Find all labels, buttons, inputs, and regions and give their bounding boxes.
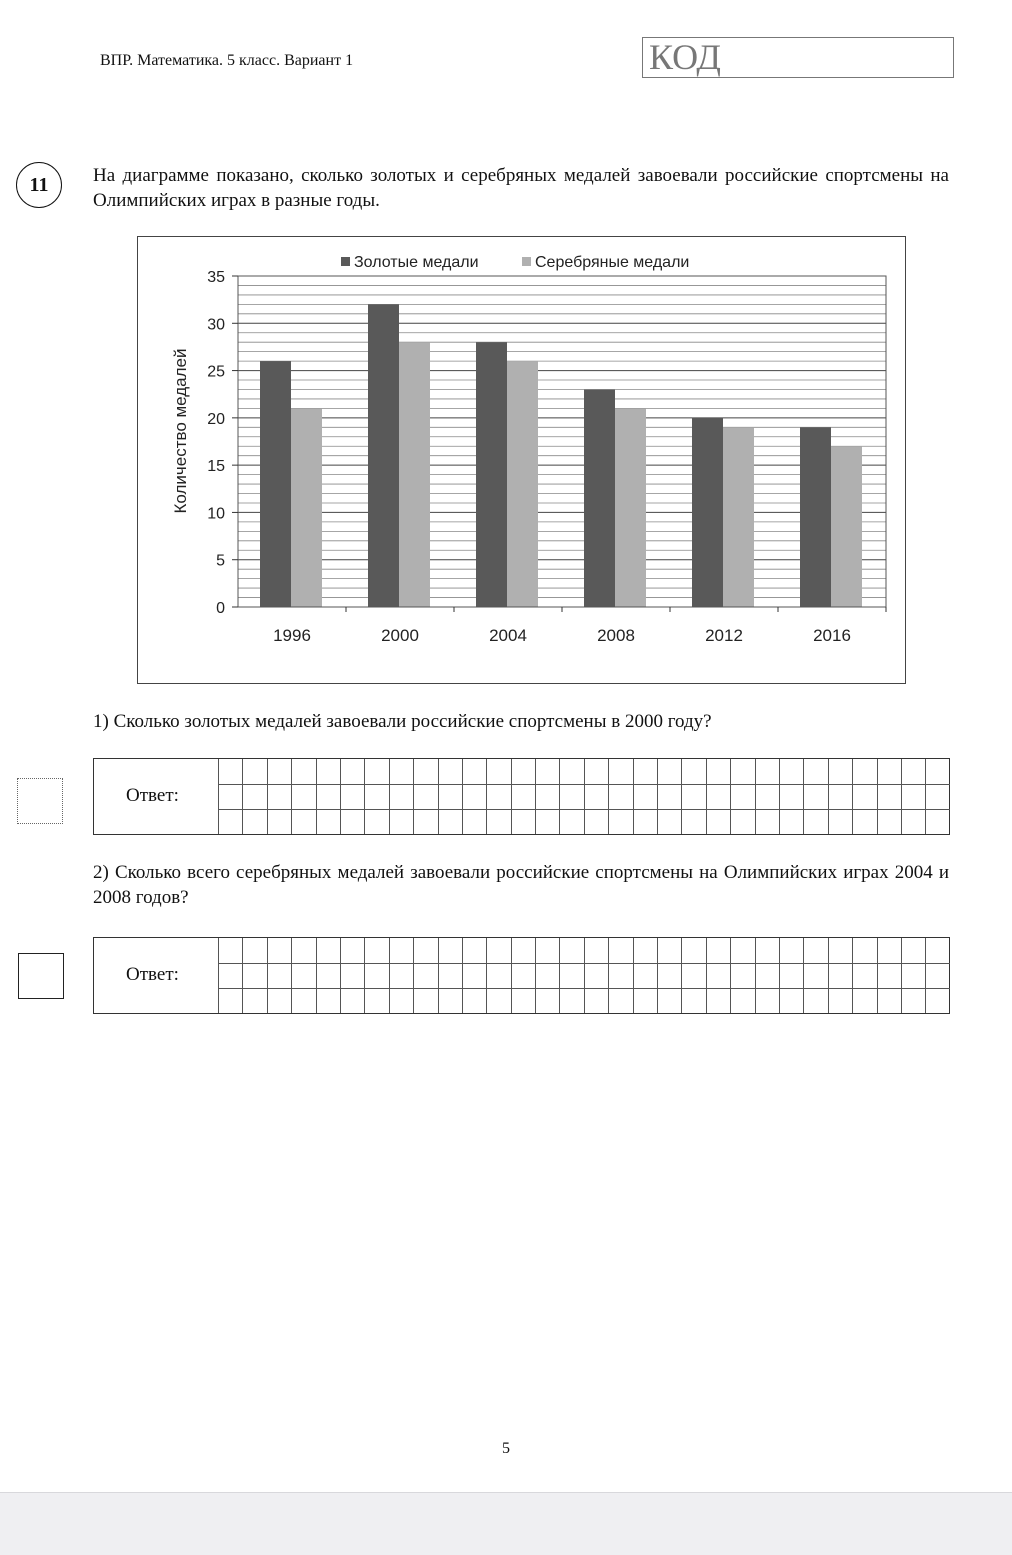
answer-cell[interactable] [316,938,340,963]
answer-cell[interactable] [438,938,462,963]
answer-cell[interactable] [364,963,388,988]
answer-cell[interactable] [730,963,754,988]
answer-cell[interactable] [462,809,486,834]
answer-cell[interactable] [779,784,803,809]
answer-cell[interactable] [608,809,632,834]
answer-cell[interactable] [242,759,266,784]
answer-cell[interactable] [364,938,388,963]
answer-cell[interactable] [657,938,681,963]
answer-cell[interactable] [438,963,462,988]
y-tick-label: 35 [207,269,225,286]
answer-cell[interactable] [852,938,876,963]
answer-cell[interactable] [486,963,510,988]
answer-cell[interactable] [438,759,462,784]
answer-cell[interactable] [486,988,510,1013]
answer-cell[interactable] [389,938,413,963]
answer-cell[interactable] [681,963,705,988]
y-tick-label: 5 [216,552,225,570]
answer-cell[interactable] [755,938,779,963]
bar-silver-1996 [291,408,322,607]
legend-label-gold: Золотые медали [354,254,479,271]
answer-cell[interactable] [901,809,925,834]
answer-cell[interactable] [657,809,681,834]
answer-cell[interactable] [291,784,315,809]
answer-grid-1[interactable] [218,759,950,834]
bar-silver-2012 [723,427,754,607]
answer-cell[interactable] [681,809,705,834]
answer-cell[interactable] [633,784,657,809]
answer-cell[interactable] [364,988,388,1013]
legend-swatch-silver [522,257,531,266]
answer-cell[interactable] [925,784,949,809]
question-2-text: 2) Сколько всего серебряных медалей завоевали российские спортсмены на Олимпийских играх 2004 и 2008 годов? [93,862,949,908]
answer-label-1: Ответ: [126,785,179,806]
answer-cell[interactable] [852,988,876,1013]
answer-cell[interactable] [267,988,291,1013]
answer-cell[interactable] [413,963,437,988]
question-1-text: 1) Сколько золотых медалей завоевали российские спортсмены в 2000 году? [93,711,712,732]
answer-cell[interactable] [340,759,364,784]
answer-cell[interactable] [706,963,730,988]
answer-cell[interactable] [218,988,242,1013]
answer-cell[interactable] [730,938,754,963]
answer-cell[interactable] [486,759,510,784]
score-box-2[interactable] [18,953,64,999]
answer-cell[interactable] [828,988,852,1013]
answer-cell[interactable] [267,938,291,963]
answer-cell[interactable] [462,759,486,784]
page-number: 5 [502,1440,510,1457]
answer-cell[interactable] [291,759,315,784]
answer-cell[interactable] [218,759,242,784]
answer-box-2 [93,937,950,1014]
answer-cell[interactable] [218,784,242,809]
answer-box-1 [93,758,950,835]
answer-cell[interactable] [877,988,901,1013]
bar-gold-2012 [692,418,723,607]
answer-cell[interactable] [316,784,340,809]
answer-cell[interactable] [730,809,754,834]
answer-cell[interactable] [364,784,388,809]
answer-cell[interactable] [730,759,754,784]
answer-cell[interactable] [389,963,413,988]
answer-cell[interactable] [657,784,681,809]
x-tick-label: 2012 [705,626,743,645]
answer-cell[interactable] [901,938,925,963]
answer-cell[interactable] [291,988,315,1013]
answer-cell[interactable] [608,784,632,809]
answer-cell[interactable] [511,963,535,988]
answer-cell[interactable] [462,938,486,963]
answer-cell[interactable] [511,988,535,1013]
answer-cell[interactable] [413,784,437,809]
legend-swatch-gold [341,257,350,266]
answer-cell[interactable] [389,784,413,809]
answer-cell[interactable] [877,759,901,784]
answer-cell[interactable] [413,988,437,1013]
answer-cell[interactable] [218,809,242,834]
answer-cell[interactable] [218,963,242,988]
answer-cell[interactable] [291,963,315,988]
answer-cell[interactable] [438,809,462,834]
task-text: На диаграмме показано, сколько золотых и серебряных медалей завоевали российские спортсмены на Олимпийских играх в разные годы. [93,165,949,211]
task-number: 11 [16,162,62,208]
answer-cell[interactable] [633,988,657,1013]
answer-cell[interactable] [706,784,730,809]
answer-cell[interactable] [511,784,535,809]
answer-cell[interactable] [535,809,559,834]
answer-cell[interactable] [633,938,657,963]
answer-cell[interactable] [901,963,925,988]
answer-cell[interactable] [852,963,876,988]
answer-cell[interactable] [706,988,730,1013]
y-tick-label: 30 [207,316,225,334]
answer-cell[interactable] [242,938,266,963]
answer-cell[interactable] [242,963,266,988]
answer-cell[interactable] [657,988,681,1013]
answer-cell[interactable] [511,809,535,834]
answer-cell[interactable] [633,759,657,784]
answer-cell[interactable] [706,938,730,963]
answer-cell[interactable] [316,988,340,1013]
bar-gold-2016 [800,427,831,607]
answer-cell[interactable] [486,809,510,834]
answer-cell[interactable] [584,809,608,834]
answer-cell[interactable] [340,938,364,963]
answer-cell[interactable] [608,938,632,963]
answer-cell[interactable] [389,809,413,834]
answer-cell[interactable] [559,988,583,1013]
answer-cell[interactable] [242,784,266,809]
answer-grid-2[interactable] [218,938,950,1013]
answer-cell[interactable] [486,784,510,809]
x-tick-label: 2000 [381,626,419,645]
answer-cell[interactable] [340,963,364,988]
answer-cell[interactable] [779,809,803,834]
answer-cell[interactable] [559,809,583,834]
answer-cell[interactable] [803,784,827,809]
answer-cell[interactable] [828,963,852,988]
answer-cell[interactable] [925,988,949,1013]
answer-cell[interactable] [755,809,779,834]
bar-silver-2008 [615,408,646,607]
code-field[interactable] [642,37,954,78]
answer-cell[interactable] [803,988,827,1013]
answer-cell[interactable] [755,963,779,988]
y-tick-label: 20 [207,410,225,428]
answer-cell[interactable] [681,988,705,1013]
header-title: ВПР. Математика. 5 класс. Вариант 1 [100,52,354,69]
answer-cell[interactable] [828,809,852,834]
answer-cell[interactable] [364,759,388,784]
answer-cell[interactable] [755,759,779,784]
answer-cell[interactable] [584,759,608,784]
y-tick-label: 0 [216,600,225,617]
answer-cell[interactable] [462,963,486,988]
answer-cell[interactable] [389,759,413,784]
answer-cell[interactable] [316,759,340,784]
x-tick-label: 2016 [813,626,851,645]
code-label: КОД [649,37,721,77]
answer-cell[interactable] [218,938,242,963]
answer-cell[interactable] [706,809,730,834]
answer-cell[interactable] [462,988,486,1013]
answer-cell[interactable] [291,938,315,963]
answer-cell[interactable] [535,759,559,784]
answer-cell[interactable] [852,759,876,784]
chart-svg [138,237,905,683]
answer-cell[interactable] [535,784,559,809]
answer-cell[interactable] [608,759,632,784]
answer-cell[interactable] [584,963,608,988]
y-tick-label: 15 [207,458,225,476]
answer-cell[interactable] [584,784,608,809]
x-tick-label: 2008 [597,626,635,645]
answer-cell[interactable] [559,759,583,784]
answer-cell[interactable] [852,809,876,834]
answer-cell[interactable] [828,759,852,784]
score-box-1[interactable] [17,778,63,824]
answer-cell[interactable] [413,938,437,963]
answer-cell[interactable] [730,988,754,1013]
answer-cell[interactable] [779,963,803,988]
y-axis-label: Количество медалей [171,348,190,514]
answer-cell[interactable] [364,809,388,834]
answer-cell[interactable] [267,784,291,809]
answer-cell[interactable] [559,938,583,963]
answer-cell[interactable] [535,988,559,1013]
plot-area-border [238,276,886,607]
chart-gridlines [238,276,886,607]
answer-cell[interactable] [340,784,364,809]
x-tick-label: 2004 [489,626,527,645]
answer-cell[interactable] [901,759,925,784]
answer-cell[interactable] [877,963,901,988]
answer-cell[interactable] [559,963,583,988]
answer-cell[interactable] [925,809,949,834]
answer-cell[interactable] [559,784,583,809]
answer-cell[interactable] [535,938,559,963]
x-tick-label: 1996 [273,626,311,645]
bar-gold-2008 [584,389,615,607]
answer-cell[interactable] [316,963,340,988]
answer-cell[interactable] [267,759,291,784]
answer-cell[interactable] [877,784,901,809]
answer-cell[interactable] [242,809,266,834]
answer-cell[interactable] [681,938,705,963]
y-tick-label: 10 [207,505,225,523]
answer-cell[interactable] [633,963,657,988]
answer-cell[interactable] [389,988,413,1013]
answer-cell[interactable] [438,988,462,1013]
answer-cell[interactable] [852,784,876,809]
answer-cell[interactable] [803,759,827,784]
answer-cell[interactable] [340,988,364,1013]
answer-cell[interactable] [755,988,779,1013]
answer-cell[interactable] [779,988,803,1013]
bar-gold-2004 [476,342,507,607]
answer-cell[interactable] [755,784,779,809]
bar-silver-2016 [831,446,862,607]
medals-chart [137,236,906,684]
answer-cell[interactable] [925,759,949,784]
answer-cell[interactable] [803,938,827,963]
answer-cell[interactable] [901,784,925,809]
answer-cell[interactable] [511,938,535,963]
answer-cell[interactable] [608,963,632,988]
answer-cell[interactable] [681,784,705,809]
answer-cell[interactable] [413,809,437,834]
legend-label-silver: Серебряные медали [535,254,690,271]
answer-cell[interactable] [267,963,291,988]
answer-cell[interactable] [291,809,315,834]
answer-cell[interactable] [267,809,291,834]
answer-cell[interactable] [413,759,437,784]
answer-cell[interactable] [803,809,827,834]
bar-silver-2000 [399,342,430,607]
answer-cell[interactable] [779,759,803,784]
answer-cell[interactable] [316,809,340,834]
answer-cell[interactable] [584,938,608,963]
answer-cell[interactable] [877,809,901,834]
answer-cell[interactable] [633,809,657,834]
answer-cell[interactable] [608,988,632,1013]
answer-cell[interactable] [779,938,803,963]
answer-cell[interactable] [730,784,754,809]
viewer-footer-bar [0,1492,1012,1555]
answer-cell[interactable] [438,784,462,809]
answer-cell[interactable] [828,784,852,809]
answer-cell[interactable] [681,759,705,784]
answer-label-2: Ответ: [126,964,179,985]
bar-gold-2000 [368,304,399,607]
y-tick-label: 25 [207,363,225,381]
answer-cell[interactable] [925,963,949,988]
answer-cell[interactable] [486,938,510,963]
answer-cell[interactable] [340,809,364,834]
bar-silver-2004 [507,361,538,607]
answer-cell[interactable] [535,963,559,988]
answer-cell[interactable] [901,988,925,1013]
answer-cell[interactable] [242,988,266,1013]
answer-cell[interactable] [657,963,681,988]
answer-cell[interactable] [511,759,535,784]
answer-cell[interactable] [584,988,608,1013]
answer-cell[interactable] [925,938,949,963]
answer-cell[interactable] [462,784,486,809]
answer-cell[interactable] [877,938,901,963]
bar-gold-1996 [260,361,291,607]
answer-cell[interactable] [828,938,852,963]
answer-cell[interactable] [803,963,827,988]
answer-cell[interactable] [706,759,730,784]
answer-cell[interactable] [657,759,681,784]
